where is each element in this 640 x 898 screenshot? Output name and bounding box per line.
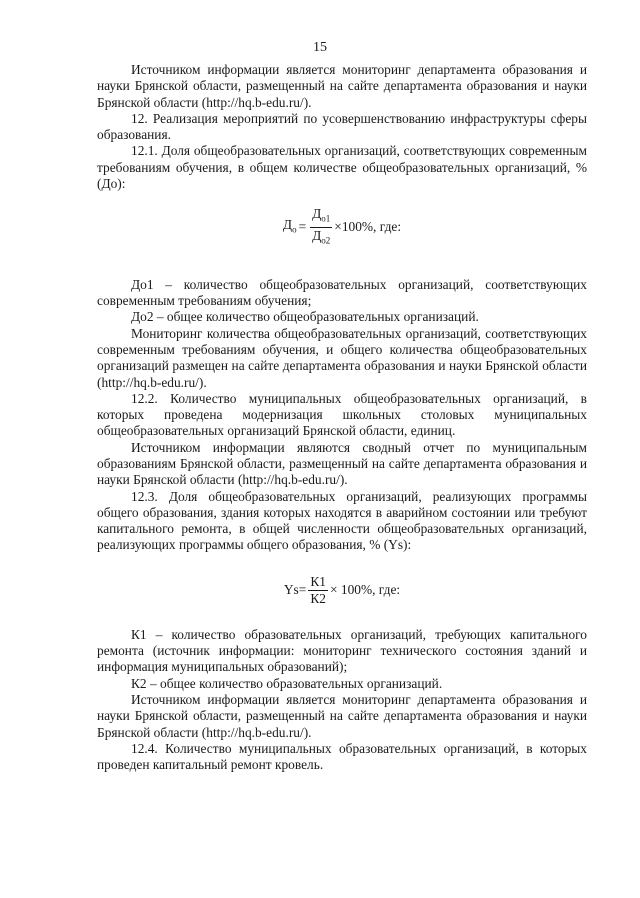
formula-do-denominator: $Д_{о2}$	[312, 228, 331, 246]
paragraph-do2: До2 – общее количество общеобразовательных организаций.	[131, 309, 479, 325]
paragraph-12-1: 12.1. Доля общеобразовательных организаций, соответствующих современным требованиям обучения, в общем количестве общеобразовательных организаций, % (До):	[97, 143, 587, 192]
paragraph-k2: К2 – общее количество образовательных организаций.	[131, 675, 443, 691]
paragraph-section-12: 12. Реализация мероприятий по усовершенствованию инфраструктуры сферы образования.	[97, 110, 587, 143]
paragraph-k1: К1 – количество образовательных организаций, требующих капитального ремонта (источник информации: мониторинг технического состояния зданий и информация муниципальных образований);	[97, 626, 587, 675]
formula-do-tail: ×100%, где:	[334, 219, 402, 235]
paragraph-source-1: Источником информации является мониторинг департамента образования и науки Брянской области, размещенный на сайте департамента образования и науки Брянской области (http://hq.b-edu.ru/).	[97, 62, 587, 110]
paragraph-12-2: 12.2. Количество муниципальных общеобразовательных организаций, в которых проведена модернизация школьных столовых муниципальных общеобразовательных организаций Брянской области, единиц.	[97, 390, 587, 439]
formula-ys	[97, 574, 587, 607]
paragraph-12-4: 12.4. Количество муниципальных образовательных организаций, в которых проведен капитальный ремонт кровель.	[97, 740, 587, 773]
page-number: 15	[313, 40, 327, 55]
formula-do: $Д_о$ = $\frac{Д_{о1}}{Д_{о2}}$ ×100%, где:	[97, 206, 587, 248]
formula-ys-tail: × 100%, где:	[329, 582, 401, 598]
formula-ys-fraction	[308, 574, 328, 607]
formula-do-numerator: $Д_{о1}$	[310, 206, 332, 228]
paragraph-source-3: Источником информации является мониторинг департамента образования и науки Брянской области, размещенный на сайте департамента образования и науки Брянской области (http://hq.b-edu.ru/).	[97, 691, 587, 740]
paragraph-12-3: 12.3. Доля общеобразовательных организаций, реализующих программы общего образования, здания которых находятся в аварийном состоянии или требуют капитального ремонта, в общей численности общеобразовательных организаций, реализующих программы общего образования, % (Ys):	[97, 488, 587, 553]
paragraph-source-2: Источником информации являются сводный отчет по муниципальным образованиям Брянской области, размещенный на сайте департамента образования и науки Брянской области (http://hq.b-edu.ru/).	[97, 439, 587, 488]
formula-do-lhs: $Д_о$	[282, 217, 297, 235]
formula-do-fraction	[310, 206, 332, 248]
paragraph-do1: До1 – количество общеобразовательных организаций, соответствующих современным требованиям обучения;	[97, 276, 587, 309]
paragraph-monitoring: Мониторинг количества общеобразовательных организаций, соответствующих современным требованиям обучения, и общего количества общеобразовательных организаций размещен на сайте департамента образования и науки Брянской области (http://hq.b-edu.ru/).	[97, 325, 587, 390]
document-body	[97, 62, 587, 773]
formula-ys-denominator: К2	[310, 590, 326, 606]
formula-ys-lhs: Ys=	[283, 582, 307, 598]
formula-ys-numerator: К1	[310, 573, 326, 589]
